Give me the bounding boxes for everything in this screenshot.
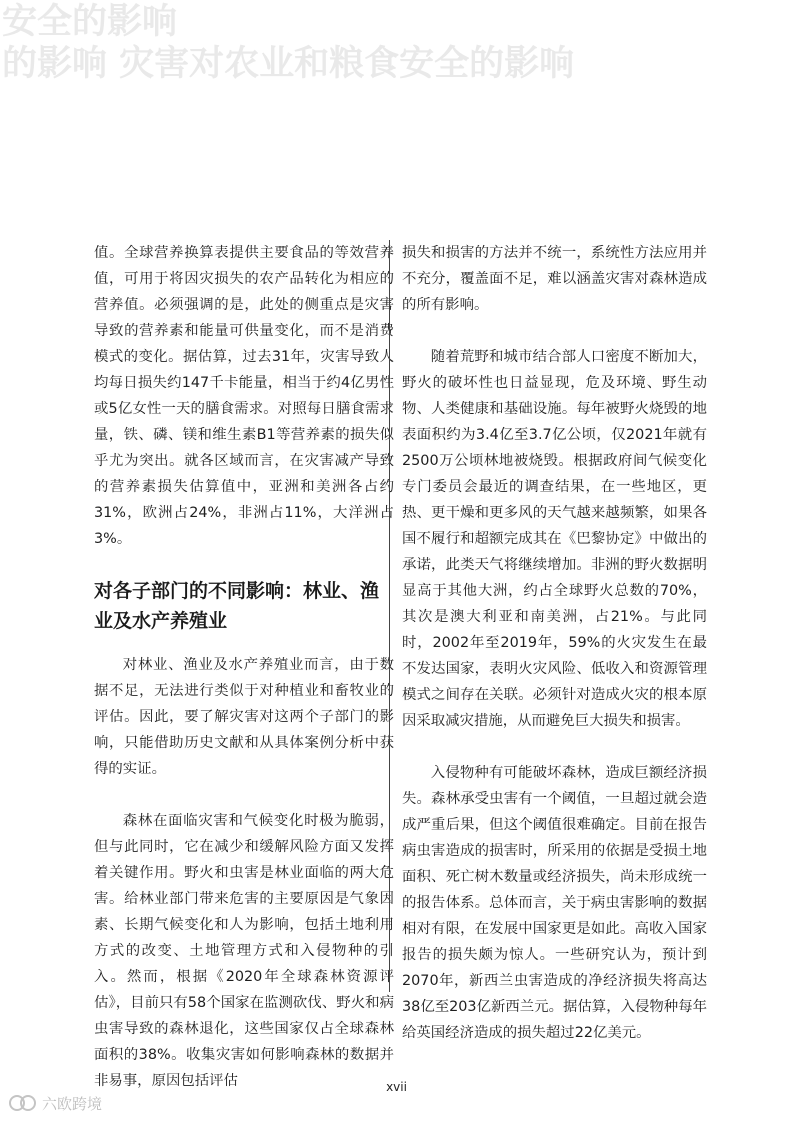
header-watermark — [0, 0, 793, 110]
header-watermark-line2: 的影响 灾害对农业和粮食安全的影响 — [2, 44, 575, 84]
header-watermark-line1: 安全的影响 — [2, 2, 178, 42]
right-paragraph-3: 入侵物种有可能破坏森林，造成巨额经济损失。森林承受虫害有一个阈值，一旦超过就会造成严重后果，但这个阈值很难确定。目前在报告病虫害造成的损害时，所采用的依据是受损土地面积、死亡树木数量或经济损失，尚未形成统一的报告体系。总体而言，关于病虫害影响的数据相对有限，在发展中国家更是如此。高收入国家报告的损失颇为惊人。一些研究认为，预计到2070年，新西兰虫害造成的净经济损失将高达38亿至203亿新西兰元。据估算，入侵物种每年给英国经济造成的损失超过22亿美元。 — [402, 765, 707, 1041]
page-number: xvii — [386, 1080, 407, 1094]
left-column — [94, 240, 394, 1094]
watermark-logo — [8, 1092, 102, 1114]
logo-text: 六欧跨境 — [42, 1094, 103, 1113]
section-heading: 对各子部门的不同影响：林业、渔业及水产养殖业 — [94, 580, 380, 632]
left-paragraph-2: 对林业、渔业及水产养殖业而言，由于数据不足，无法进行类似于对种植业和畜牧业的评估。因此，要了解灾害对这两个子部门的影响，只能借助历史文献和从具体案例分析中获得的实证。 — [94, 657, 394, 777]
right-paragraph-1: 损失和损害的方法并不统一，系统性方法应用并不充分，覆盖面不足，难以涵盖灾害对森林造成的所有影响。 — [402, 245, 707, 313]
column-divider — [389, 240, 390, 992]
left-paragraph-1: 值。全球营养换算表提供主要食品的等效营养值，可用于将因灾损失的农产品转化为相应的营养值。必须强调的是，此处的侧重点是灾害导致的营养素和能量可供量变化，而不是消费模式的变化。据估算，过去31年，灾害导致人均每日损失约147千卡能量，相当于约4亿男性或5亿女性一天的膳食需求。对照每日膳食需求量，铁、磷、镁和维生素B1等营养素的损失似乎尤为突出。就各区域而言，在灾害减产导致的营养素损失估算值中，亚洲和美洲各占约31%，欧洲占24%，非洲占11%，大洋洲占3%。 — [94, 245, 394, 547]
right-paragraph-2: 随着荒野和城市结合部人口密度不断加大，野火的破坏性也日益显现，危及环境、野生动物、人类健康和基础设施。每年被野火烧毁的地表面积约为3.4亿至3.7亿公顷，仅2021年就有2500万公顷林地被烧毁。根据政府间气候变化专门委员会最近的调查结果，在一些地区，更热、更干燥和更多风的天气越来越频繁，如果各国不履行和超额完成其在《巴黎协定》中做出的承诺，此类天气将继续增加。非洲的野火数据明显高于其他大洲，约占全球野火总数的70%，其次是澳大利亚和南美洲，占21%。与此同时，2002年至2019年，59%的火灾发生在最不发达国家，表明火灾风险、低收入和资源管理模式之间存在关联。必须针对造成火灾的根本原因采取减灾措施，从而避免巨大损失和损害。 — [402, 349, 707, 729]
left-paragraph-3: 森林在面临灾害和气候变化时极为脆弱，但与此同时，它在减少和缓解风险方面又发挥着关键作用。野火和虫害是林业面临的两大危害。给林业部门带来危害的主要原因是气象因素、长期气候变化和人为影响，包括土地利用方式的改变、土地管理方式和入侵物种的引入。然而，根据《2020年全球森林资源评估》，目前只有58个国家在监测砍伐、野火和病虫害导致的森林退化，这些国家仅占全球森林面积的38%。收集灾害如何影响森林的数据并非易事，原因包括评估 — [94, 813, 394, 1089]
logo-icon — [8, 1092, 38, 1114]
right-column — [402, 240, 707, 1046]
